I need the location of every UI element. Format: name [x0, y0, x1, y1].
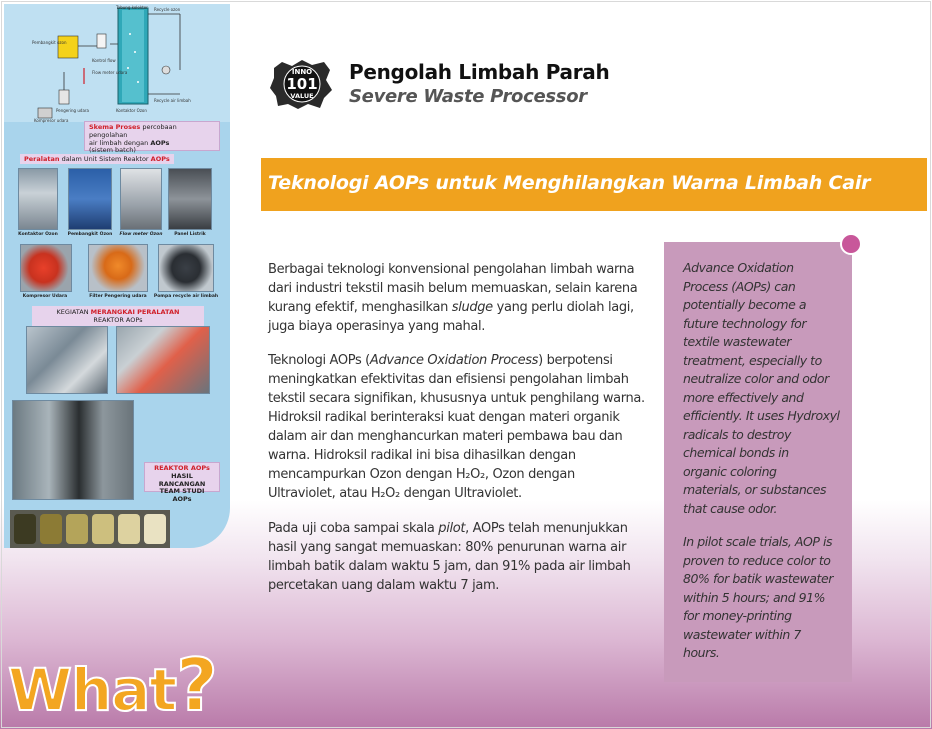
text-span: Teknologi AOPs ( [268, 353, 370, 368]
text-line: 80% for batik wastewater [683, 571, 833, 586]
text-line: In pilot scale trials, AOP is [683, 534, 833, 549]
text-line: potentially become a [683, 297, 807, 312]
text-line: efficiently. It uses Hydroxyl [683, 408, 840, 423]
logo-text-inno: INNO [291, 68, 313, 76]
text-line: textile wastewater [683, 334, 792, 349]
reactor-caption-line2: HASIL RANCANGAN [158, 471, 206, 488]
text-line: radicals to destroy [683, 426, 791, 442]
text-line [268, 298, 648, 317]
text-italic: pilot [438, 521, 466, 536]
photo-ozone-generator [68, 168, 112, 230]
photo-caption: Kontaktor Ozon [18, 232, 58, 237]
scheme-caption-line1: percobaan pengolahan [89, 123, 177, 139]
photo-caption: Panel Listrik [174, 232, 206, 237]
diagram-label: Kompresor udara [34, 118, 69, 123]
photo-caption: Pompa recycle air limbah [153, 294, 219, 299]
photo-ozone-flow-meter [120, 168, 162, 230]
text-line: juga biaya operasinya yang mahal. [268, 319, 486, 334]
text-line [268, 351, 648, 370]
photo-recycle-pump [158, 244, 214, 292]
text-line: Ultraviolet, atau H₂O₂ dengan Ultraviolet. [268, 486, 522, 501]
text-line: tekstil secara signifikan, khususnya untuk penghilang warna. [268, 391, 645, 406]
english-paragraph-1 [683, 259, 848, 518]
text-span: Pada uji coba sampai skala [268, 521, 439, 536]
photo-air-dryer-filter [88, 244, 148, 292]
text-line: limbah batik dalam waktu 5 jam, dan 91% pada air limbah [268, 559, 631, 574]
text-line: Berbagai teknologi konvensional pengolahan limbah warna [268, 262, 635, 277]
text-line: Hidroksil radikal berinteraksi kuat dengan materi organik [268, 410, 620, 425]
accent-dot [840, 233, 862, 255]
equipment-title-middle: dalam Unit Sistem Reaktor [59, 155, 151, 163]
text-line: for money-printing [683, 608, 792, 623]
reactor-caption-line3: TEAM STUDI AOPs [159, 487, 205, 504]
text-line: dalam air dan menghancurkan materi pembawa bau dan [268, 429, 623, 444]
english-paragraph-2 [683, 533, 848, 663]
photo-assembly-2 [116, 326, 210, 394]
what-heading [8, 643, 217, 727]
text-line: neutralize color and odor [683, 371, 829, 386]
scheme-caption-line3: (sistem batch) [89, 146, 136, 155]
scheme-caption-line2: air limbah dengan [89, 138, 151, 147]
text-line: proven to reduce color to [683, 552, 831, 568]
text-line: organic coloring [683, 463, 777, 479]
question-mark: ? [176, 643, 217, 727]
activity-title-line2: REAKTOR AOPs [93, 316, 143, 325]
text-span: , AOPs telah menunjukkan [465, 521, 628, 536]
photo-assembly-1 [26, 326, 108, 394]
diagram-label: Flow meter udara [92, 70, 128, 75]
logo-text-value: VALUE [290, 92, 314, 100]
equipment-title-highlight: Peralatan [24, 155, 60, 163]
diagram-label: Kontrol flow [92, 58, 116, 63]
photo-caption: Kompresor Udara [22, 294, 68, 299]
text-line: more effectively and [683, 389, 804, 405]
text-line: materials, or substances [683, 482, 827, 497]
photo-electrical-panel [168, 168, 212, 230]
diagram-label: Recycle ozon [154, 7, 181, 12]
text-span: kurang efektif, menghasilkan [268, 300, 452, 315]
diagram-label: Tabung kolektor [116, 5, 148, 10]
diagram-label: Kontaktor Ozon [116, 108, 147, 113]
photo-air-compressor [20, 244, 72, 292]
process-schematic-diagram [4, 4, 230, 122]
text-line: hours. [683, 645, 720, 660]
page-subtitle: Severe Waste Processor [349, 86, 587, 107]
diagram-label: Pembangkit ozon [32, 40, 67, 45]
photo-aops-reactor [12, 400, 134, 500]
logo-text-101: 101 [286, 75, 318, 93]
page-title: Pengolah Limbah Parah [349, 60, 610, 84]
what-text: What [8, 656, 177, 724]
diagram-label: Recycle air limbah [154, 98, 191, 103]
equipment-title [20, 154, 174, 164]
paragraph-results [268, 519, 648, 595]
text-italic: Advance Oxidation Process [369, 353, 539, 368]
inno-101-value-logo [268, 58, 336, 110]
text-line: chemical bonds in [683, 445, 789, 460]
text-line: that cause odor. [683, 500, 777, 516]
reactor-caption [144, 462, 220, 504]
activity-title [32, 306, 204, 326]
photo-caption: Flow meter Ozon [119, 232, 163, 237]
paragraph-aops [268, 351, 648, 503]
scheme-caption-highlight: Skema Proses [89, 123, 141, 131]
text-line: mencampurkan Ozon dengan H₂O₂, Ozon dengan [268, 467, 575, 482]
left-image-panel [4, 4, 230, 548]
scheme-caption-aops: AOPs [150, 138, 170, 147]
photo-ozone-contactor [18, 168, 58, 230]
text-line: Advance Oxidation [683, 260, 794, 275]
photo-caption: Pembangkit Ozon [67, 232, 113, 237]
activity-title-highlight: MERANGKAI PERALATAN [90, 308, 180, 316]
paragraph-intro [268, 260, 648, 336]
text-line: future technology for [683, 315, 807, 331]
text-line: hasil yang sangat memuaskan: 80% penurunan warna air [268, 540, 627, 555]
text-italic: sludge [451, 300, 493, 315]
text-span: yang perlu diolah lagi, [492, 300, 634, 315]
reactor-caption-line1: REAKTOR AOPs [154, 464, 210, 472]
text-line: percetakan uang dalam waktu 7 jam. [268, 578, 500, 593]
text-line: Process (AOPs) can [683, 278, 796, 294]
text-line: wastewater within 7 [683, 626, 801, 642]
text-line: treatment, especially to [683, 352, 822, 368]
scheme-caption [84, 121, 220, 155]
text-span: ) berpotensi [538, 353, 613, 368]
section-banner-title: Teknologi AOPs untuk Menghilangkan Warna Limbah Cair [268, 172, 871, 194]
sample-jars-photo [10, 510, 170, 548]
equipment-title-aops: AOPs [150, 155, 170, 163]
text-line: dari industri tekstil masih belum memuaskan, selain karena [268, 281, 638, 296]
diagram-label: Pengering udara [56, 108, 89, 113]
text-line: within 5 hours; and 91% [683, 589, 826, 605]
photo-caption: Filter Pengering udara [89, 294, 147, 299]
text-line: meningkatkan efektivitas dan efisiensi pengolahan limbah [268, 372, 629, 387]
activity-title-pre: KEGIATAN [56, 308, 91, 316]
text-line: warna. Hidroksil radikal ini bisa dihasilkan dengan [268, 448, 576, 463]
text-line [268, 519, 648, 538]
